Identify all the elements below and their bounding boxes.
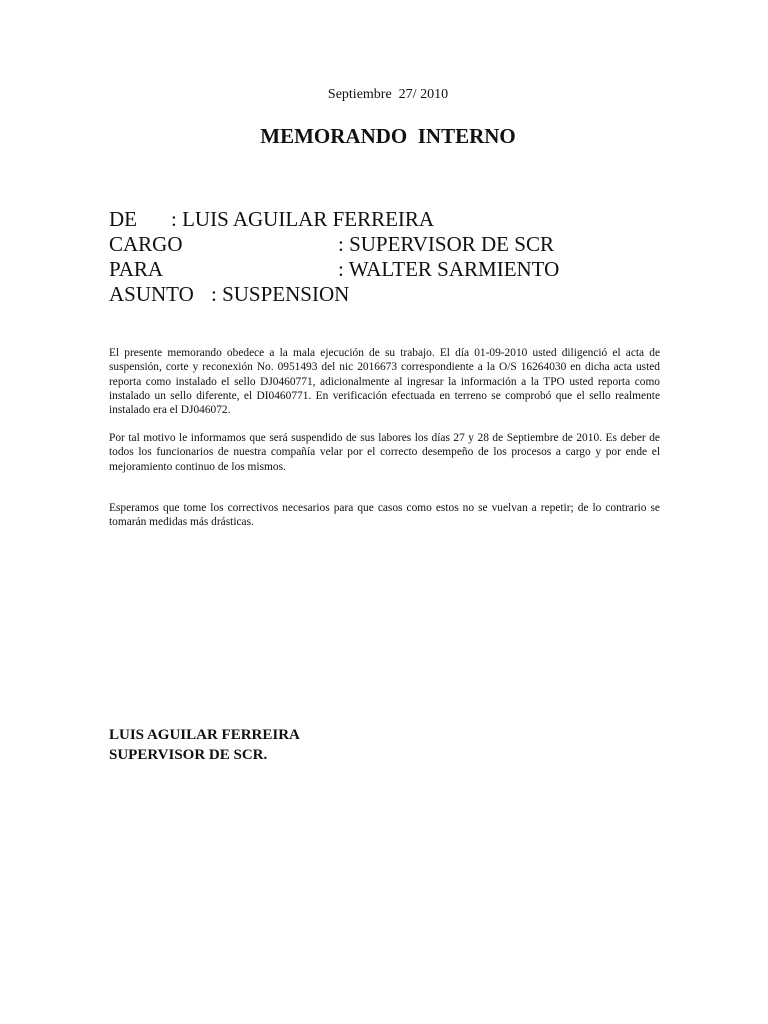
body-paragraph-3: Esperamos que tome los correctivos necesarios para que casos como estos no se vuelvan a repetir; de lo contrario se tomarán medidas más drásticas. bbox=[109, 502, 660, 529]
memo-date: Septiembre 27/ 2010 bbox=[327, 87, 449, 102]
signature-name: LUIS AGUILAR FERREIRA bbox=[109, 727, 300, 743]
header-value-cargo: : SUPERVISOR DE SCR bbox=[338, 232, 554, 256]
header-label-asunto: ASUNTO bbox=[109, 282, 194, 306]
header-value-de: : LUIS AGUILAR FERREIRA bbox=[171, 207, 435, 231]
header-value-asunto: : SUSPENSION bbox=[211, 282, 350, 306]
body-paragraph-2: Por tal motivo le informamos que será suspendido de sus labores los días 27 y 28 de Septiembre de 2010. Es deber de todos los funcionarios de nuestra compañía velar por el correcto desempeño de los procesos a cargo y por ende el mejoramiento continuo de los mismos. bbox=[109, 432, 660, 473]
header-value-para: : WALTER SARMIENTO bbox=[338, 257, 560, 281]
body-paragraph-1: El presente memorando obedece a la mala ejecución de su trabajo. El día 01-09-2010 usted diligenció el acta de suspensión, corte y reconexión No. 0951493 del nic 2016673 correspondiente a la O/S 16264030 en dicha acta usted reporta como instalado el sello DJ0460771, adicionalmente al ingresar la información a la TPO usted reporta como instalado un sello diferente, el DI0460771. En verificación efectuada en terreno se comprobó que el sello realmente instalado era el DJ046072. bbox=[109, 347, 660, 417]
header-label-cargo: CARGO bbox=[109, 232, 183, 256]
signature-block bbox=[109, 725, 300, 765]
header-label-para: PARA bbox=[109, 257, 164, 281]
header-label-de: DE bbox=[109, 207, 137, 231]
signature-position: SUPERVISOR DE SCR. bbox=[109, 747, 268, 763]
memo-title: MEMORANDO INTERNO bbox=[260, 124, 516, 148]
